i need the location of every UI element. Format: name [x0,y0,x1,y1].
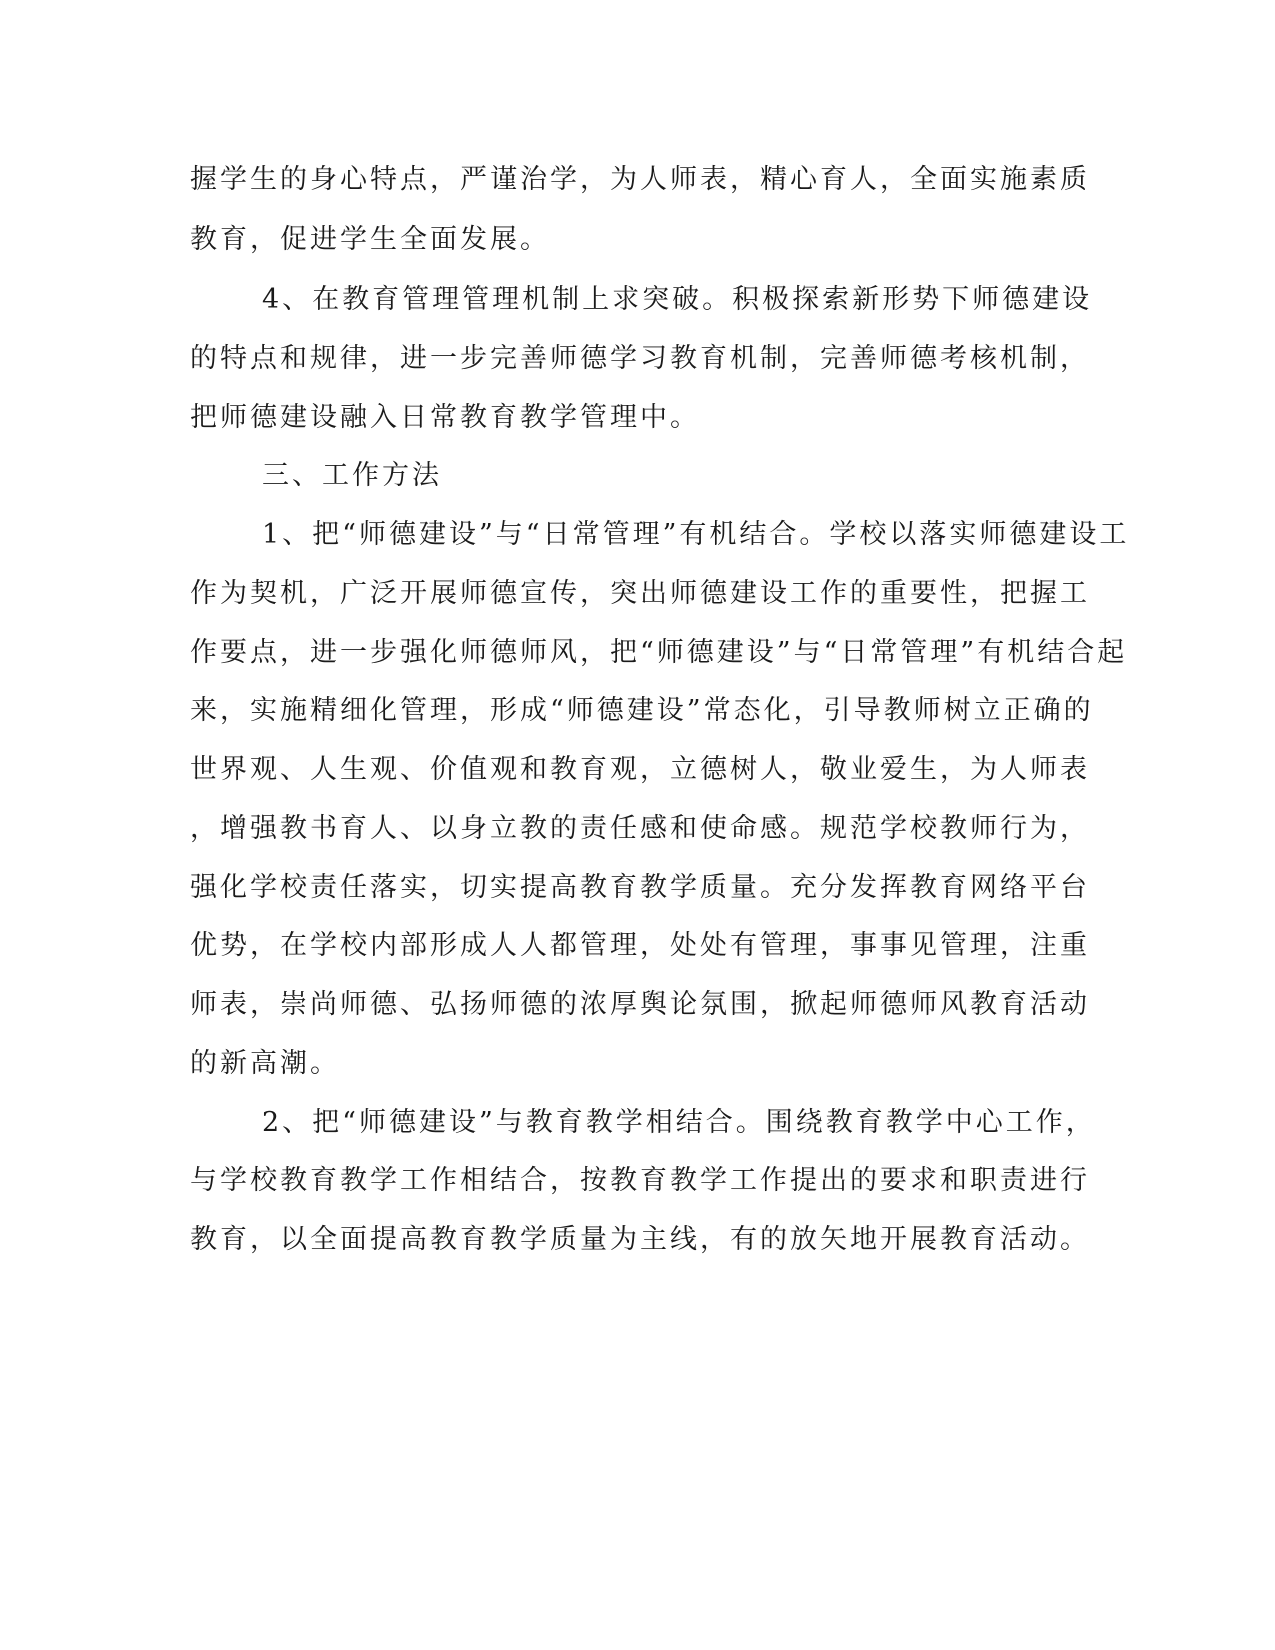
paragraph-line: 与学校教育教学工作相结合，按教育教学工作提出的要求和职责进行 [190,1165,1090,1196]
paragraph-line: ，增强教书育人、以身立教的责任感和使命感。规范学校教师行为， [190,813,1090,844]
paragraph-line: 教育，以全面提高教育教学质量为主线，有的放矢地开展教育活动。 [190,1224,1090,1255]
paragraph-line: 强化学校责任落实，切实提高教育教学质量。充分发挥教育网络平台 [190,872,1090,903]
paragraph-line: 把师德建设融入日常教育教学管理中。 [190,402,700,433]
paragraph-line: 的特点和规律，进一步完善师德学习教育机制，完善师德考核机制， [190,343,1090,374]
paragraph-line: 2、把“师德建设”与教育教学相结合。围绕教育教学中心工作， [262,1107,1096,1138]
paragraph-line: 优势，在学校内部形成人人都管理，处处有管理，事事见管理，注重 [190,930,1090,961]
paragraph-line: 来，实施精细化管理，形成“师德建设”常态化，引导教师树立正确的 [190,695,1094,726]
paragraph-line: 作为契机，广泛开展师德宣传，突出师德建设工作的重要性，把握工 [190,578,1090,609]
paragraph-line: 教育，促进学生全面发展。 [190,224,550,255]
paragraph-line: 作要点，进一步强化师德师风，把“师德建设”与“日常管理”有机结合起 [190,637,1128,668]
paragraph-line: 的新高潮。 [190,1048,340,1079]
paragraph-line: 1、把“师德建设”与“日常管理”有机结合。学校以落实师德建设工 [262,519,1130,550]
section-heading: 三、工作方法 [262,460,442,491]
paragraph-line: 世界观、人生观、价值观和教育观，立德树人，敬业爱生，为人师表 [190,754,1090,785]
paragraph-line: 师表，崇尚师德、弘扬师德的浓厚舆论氛围，掀起师德师风教育活动 [190,989,1090,1020]
paragraph-line: 握学生的身心特点，严谨治学，为人师表，精心育人，全面实施素质 [190,164,1090,195]
paragraph-line: 4、在教育管理管理机制上求突破。积极探索新形势下师德建设 [262,284,1093,315]
